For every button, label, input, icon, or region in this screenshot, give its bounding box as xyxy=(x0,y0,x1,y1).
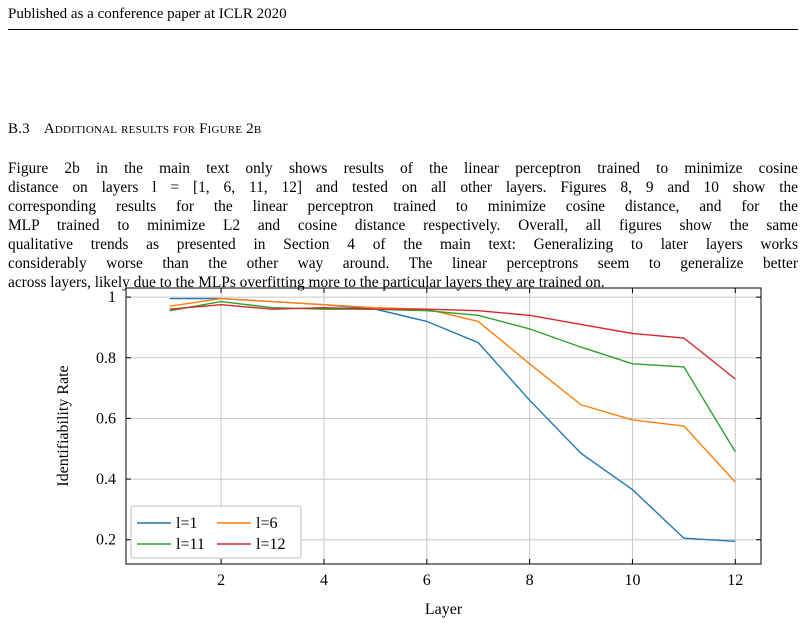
legend-label: l=11 xyxy=(176,536,205,553)
paragraph-line: considerably worse than the other way around. The linear perceptrons seem to generalize better xyxy=(8,255,798,272)
x-tick-label: 2 xyxy=(217,572,226,589)
series-line xyxy=(170,299,736,483)
y-tick-label: 1 xyxy=(108,289,116,307)
series-line xyxy=(170,302,736,452)
legend-label: l=1 xyxy=(176,515,198,532)
x-tick-label: 6 xyxy=(422,572,431,589)
y-tick-label: 0.2 xyxy=(96,531,116,549)
x-axis-title: Layer xyxy=(424,601,463,618)
x-tick-label: 4 xyxy=(319,572,328,589)
paragraph-line: qualitative trends as presented in Section 4 of the main text: Generalizing to later layers works xyxy=(8,236,798,253)
section-title: Additional results for Figure 2b xyxy=(43,121,262,137)
x-tick-label: 10 xyxy=(624,572,641,589)
y-axis-title: Identifiability Rate xyxy=(55,365,72,487)
section-number: B.3 xyxy=(8,121,30,137)
paragraph-line: Figure 2b in the main text only shows results of the linear perceptron trained to minimize cosine xyxy=(8,160,798,177)
paragraph-line: MLP trained to minimize L2 and cosine distance respectively. Overall, all figures show the same xyxy=(8,217,798,234)
x-tick-label: 8 xyxy=(525,572,534,589)
paragraph-line: across layers, likely due to the MLPs overfitting more to the particular layers they are trained on. xyxy=(8,274,605,291)
y-tick-label: 0.4 xyxy=(96,471,116,489)
legend-label: l=12 xyxy=(256,536,286,553)
paragraph-line: distance on layers l = [1, 6, 11, 12] and tested on all other layers. Figures 8, 9 and 10 show the xyxy=(8,179,798,196)
y-tick-label: 0.6 xyxy=(96,410,116,428)
y-tick-label: 0.8 xyxy=(96,349,116,367)
running-header: Published as a conference paper at ICLR 2020 xyxy=(8,6,287,22)
paragraph-line: corresponding results for the linear perceptron trained to minimize cosine distance, and for the xyxy=(8,198,798,215)
legend-label: l=6 xyxy=(256,515,278,532)
x-tick-label: 12 xyxy=(727,572,744,589)
